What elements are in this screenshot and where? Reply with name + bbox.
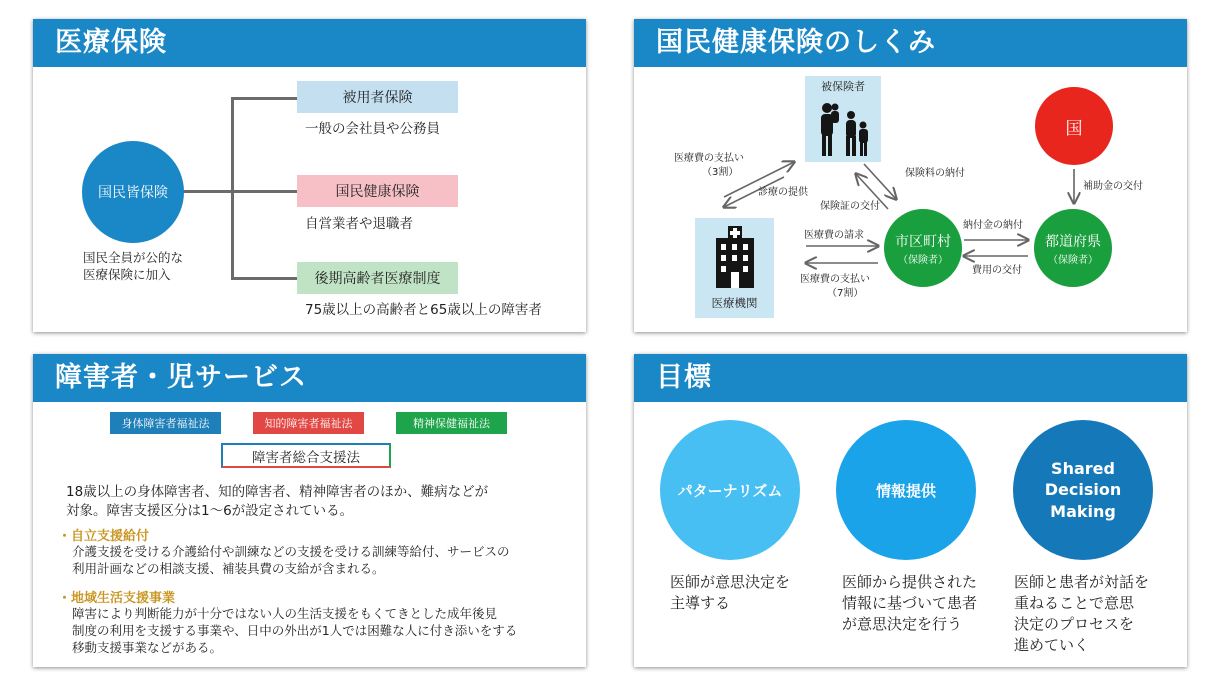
hospital-box	[695, 218, 774, 318]
connector-main	[183, 190, 233, 193]
branch-label: 被用者保険	[342, 90, 413, 106]
insured-box	[805, 76, 881, 162]
goal-desc-line: 医師と患者が対話を	[1014, 573, 1150, 591]
branch-desc: 75歳以上の高齢者と65歳以上の障害者	[305, 302, 542, 318]
goal-desc-information	[842, 572, 977, 635]
card-label: 保険証の交付	[820, 201, 880, 212]
section-title-community: ・地域生活支援事業	[58, 591, 176, 606]
umbrella-law-label: 障害者総合支援法	[252, 449, 360, 466]
copay-label-2: （3割）	[702, 167, 739, 178]
connector-middle	[231, 190, 297, 193]
slide-medical-insurance	[33, 19, 586, 332]
section-line: 介護支援を受ける介護給付や訓練などの支援を受ける訓練等給付、サービスの	[72, 544, 510, 559]
branch-national-health-insurance	[297, 175, 458, 207]
country-label: 国	[1065, 118, 1083, 139]
goal-desc-line: 進めていく	[1014, 636, 1090, 654]
section-line: 障害により判断能力が十分ではない人の生活支援をもくてきとした成年後見	[72, 606, 498, 621]
goal-desc-line: が意思決定を行う	[842, 615, 963, 633]
pay70-label-1: 医療費の支払い	[800, 274, 870, 285]
municipal-label: 市区町村	[895, 233, 951, 250]
law-tag-mental: 精神保健福祉法	[396, 412, 507, 434]
intro-line-2: 対象。障害支援区分は1～6が設定されている。	[66, 503, 354, 519]
goal-desc-line: 医師から提供された	[842, 573, 978, 591]
universal-insurance-caption-1: 国民全員が公的な	[83, 250, 184, 265]
connector-vertical	[231, 97, 234, 280]
slide-goals	[634, 354, 1187, 667]
goal-desc-sdm	[1014, 572, 1149, 656]
municipal-circle	[884, 209, 962, 287]
prefecture-label: 都道府県	[1045, 233, 1101, 250]
goal-circle-information	[836, 420, 976, 560]
section-line: 利用計画などの相談支援、補装具費の支給が含まれる。	[72, 561, 385, 576]
connector-bottom	[231, 277, 297, 280]
branch-desc: 一般の会社員や公務員	[305, 121, 440, 137]
payment-in-label: 納付金の納付	[963, 220, 1023, 231]
slide-title: 医療保険	[33, 19, 586, 67]
copay-label-1: 医療費の支払い	[674, 153, 744, 164]
slide-disability-services	[33, 354, 586, 667]
goal-circle-label: Making	[1050, 501, 1116, 521]
goal-desc-line: 情報に基づいて患者	[842, 594, 978, 612]
goal-circle-label: 情報提供	[875, 481, 936, 500]
goal-circle-label: パターナリズム	[677, 481, 783, 500]
care-label: 診療の提供	[758, 187, 808, 198]
premium-label: 保険料の納付	[905, 168, 965, 179]
branch-label: 後期高齢者医療制度	[314, 271, 441, 287]
branch-desc: 自営業者や退職者	[305, 216, 413, 232]
law-tag-physical: 身体障害者福祉法	[110, 412, 221, 434]
goal-circle-sdm	[1013, 420, 1153, 560]
arrow-premium	[864, 164, 896, 199]
branch-elderly-medical-system	[297, 262, 458, 294]
goal-desc-line: 医師が意思決定を	[670, 573, 791, 591]
cost-grant-label: 費用の交付	[972, 265, 1022, 276]
prefecture-circle	[1034, 209, 1112, 287]
slide-nhi-mechanism	[634, 19, 1187, 332]
goal-circle-label: Decision	[1044, 480, 1122, 500]
claim-label: 医療費の請求	[804, 230, 864, 241]
connector-top	[231, 97, 297, 100]
goal-desc-line: 主導する	[670, 594, 731, 612]
goal-desc-paternalism	[670, 572, 790, 614]
section-line: 移動支援事業などがある。	[72, 640, 223, 655]
section-title-independence: ・自立支援給付	[58, 529, 150, 544]
country-circle	[1035, 87, 1113, 165]
family-icon	[815, 98, 873, 158]
insured-label: 被保険者	[821, 80, 865, 93]
municipal-sub: （保険者）	[898, 254, 948, 266]
law-tag-intellectual: 知的障害者福祉法	[253, 412, 364, 434]
prefecture-sub: （保険者）	[1048, 254, 1098, 266]
goal-circle-label: Shared	[1051, 458, 1115, 478]
section-line: 制度の利用を支援する事業や、日中の外出が1人では困難な人に付き添いをする	[72, 623, 518, 638]
umbrella-law-box	[221, 443, 391, 468]
branch-employee-insurance	[297, 81, 458, 113]
goal-circle-paternalism	[660, 420, 800, 560]
slide-title: 障害者・児サービス	[33, 354, 586, 402]
universal-insurance-label: 国民皆保険	[98, 185, 168, 201]
hospital-building-icon	[712, 224, 758, 288]
universal-insurance-caption-2: 医療保険に加入	[83, 267, 171, 282]
hospital-label: 医療機関	[711, 296, 758, 310]
slide-title: 国民健康保険のしくみ	[634, 19, 1187, 67]
goal-desc-line: 重ねることで意思	[1014, 594, 1135, 612]
pay70-label-2: （7割）	[827, 288, 864, 299]
slide-title: 目標	[634, 354, 1187, 402]
intro-line-1: 18歳以上の身体障害者、知的障害者、精神障害者のほか、難病などが	[66, 484, 489, 500]
branch-label: 国民健康保険	[335, 184, 420, 200]
universal-insurance-circle	[82, 141, 184, 243]
goal-desc-line: 決定のプロセスを	[1014, 615, 1135, 633]
subsidy-label: 補助金の交付	[1083, 181, 1143, 192]
